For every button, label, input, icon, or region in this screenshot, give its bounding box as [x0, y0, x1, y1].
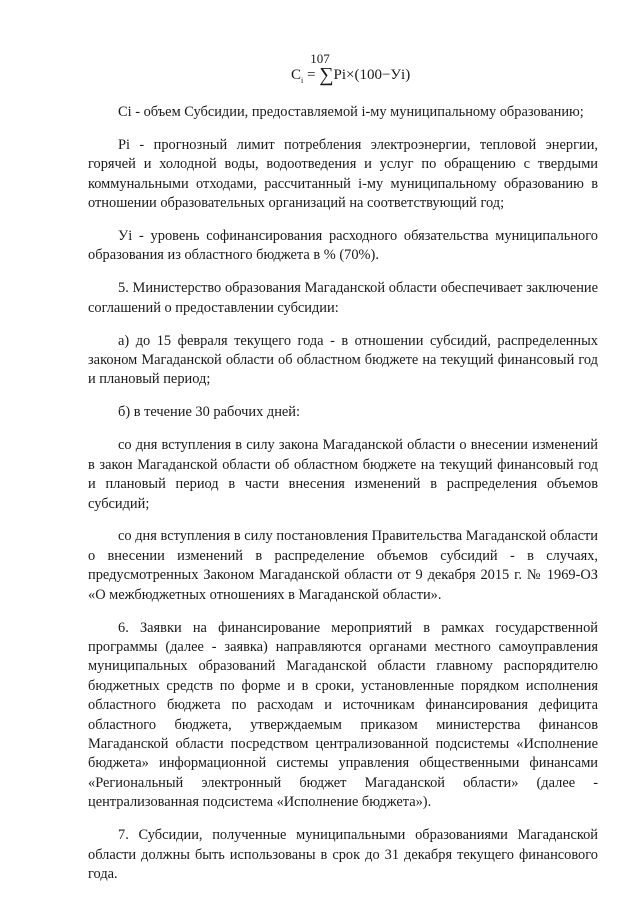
formula-lhs-subscript: i: [301, 76, 304, 85]
formula-rhs: Pi×(100−Уi): [333, 67, 411, 83]
subsidy-formula: [291, 64, 410, 87]
page-number: 107: [310, 51, 330, 66]
paragraph-ci-definition: Сi - объем Субсидии, предоставляемой i-му муниципальному образованию;: [118, 104, 584, 120]
paragraph-item-5b-resolution: со дня вступления в силу постановления Правительства Магаданской области о внесении изменений в распределение объемов субсидий - в случаях, предусмотренных Законом Магаданской области от 9 декабря 2015 г. № 1969-ОЗ «О межбюджетных отношениях в Магаданской области».: [88, 528, 598, 603]
paragraph-yi-definition: Уi - уровень софинансирования расходного обязательства муниципального образования из областного бюджета в % (70%).: [88, 228, 598, 264]
paragraph-item-7: 7. Субсидии, полученные муниципальными образованиями Магаданской области должны быть использованы в срок до 31 декабря текущего финансового года.: [88, 827, 598, 882]
formula-sigma: ∑: [319, 64, 334, 86]
paragraph-item-6: 6. Заявки на финансирование мероприятий в рамках государственной программы (далее - заявка) направляются органами местного самоуправления муниципальных образований Магаданской области главному распорядителю бюджетных средств по форме и в сроки, установленные порядком исполнения областного бюджета по расходам и источникам финансирования дефицита областного бюджета, утверждаемым приказом министерства финансов Магаданской области посредством централизованной подсистемы «Исполнение бюджета» информационной системы управления общественными финансами «Региональный электронный бюджет Магаданской области» (далее - централизованная подсистема «Исполнение бюджета»).: [88, 619, 598, 811]
formula-lhs: C: [291, 67, 302, 83]
paragraph-item-5b: б) в течение 30 рабочих дней:: [118, 404, 300, 421]
formula-equals: =: [307, 67, 316, 83]
document-body: [88, 103, 598, 898]
paragraph-item-5a: а) до 15 февраля текущего года - в отношении субсидий, распределенных законом Магаданской области об областном бюджете на текущий финансовый год и плановый период;: [88, 332, 598, 388]
paragraph-pi-definition: Pi - прогнозный лимит потребления электроэнергии, тепловой энергии, горячей и холодной воды, водоотведения и услуг по обращению с твердыми коммунальными отходами, рассчитанный i-му муниципальному образованию в отношении образовательных организаций на соответствующий год;: [88, 136, 598, 212]
paragraph-item-5b-law: со дня вступления в силу закона Магаданской области о внесении изменений в закон Магаданской области об областном бюджете на текущий финансовый год и плановый период в части внесения изменений в распределения объемов субсидий;: [88, 437, 598, 512]
paragraph-item-5: 5. Министерство образования Магаданской области обеспечивает заключение соглашений о предоставлении субсидии:: [88, 280, 598, 316]
